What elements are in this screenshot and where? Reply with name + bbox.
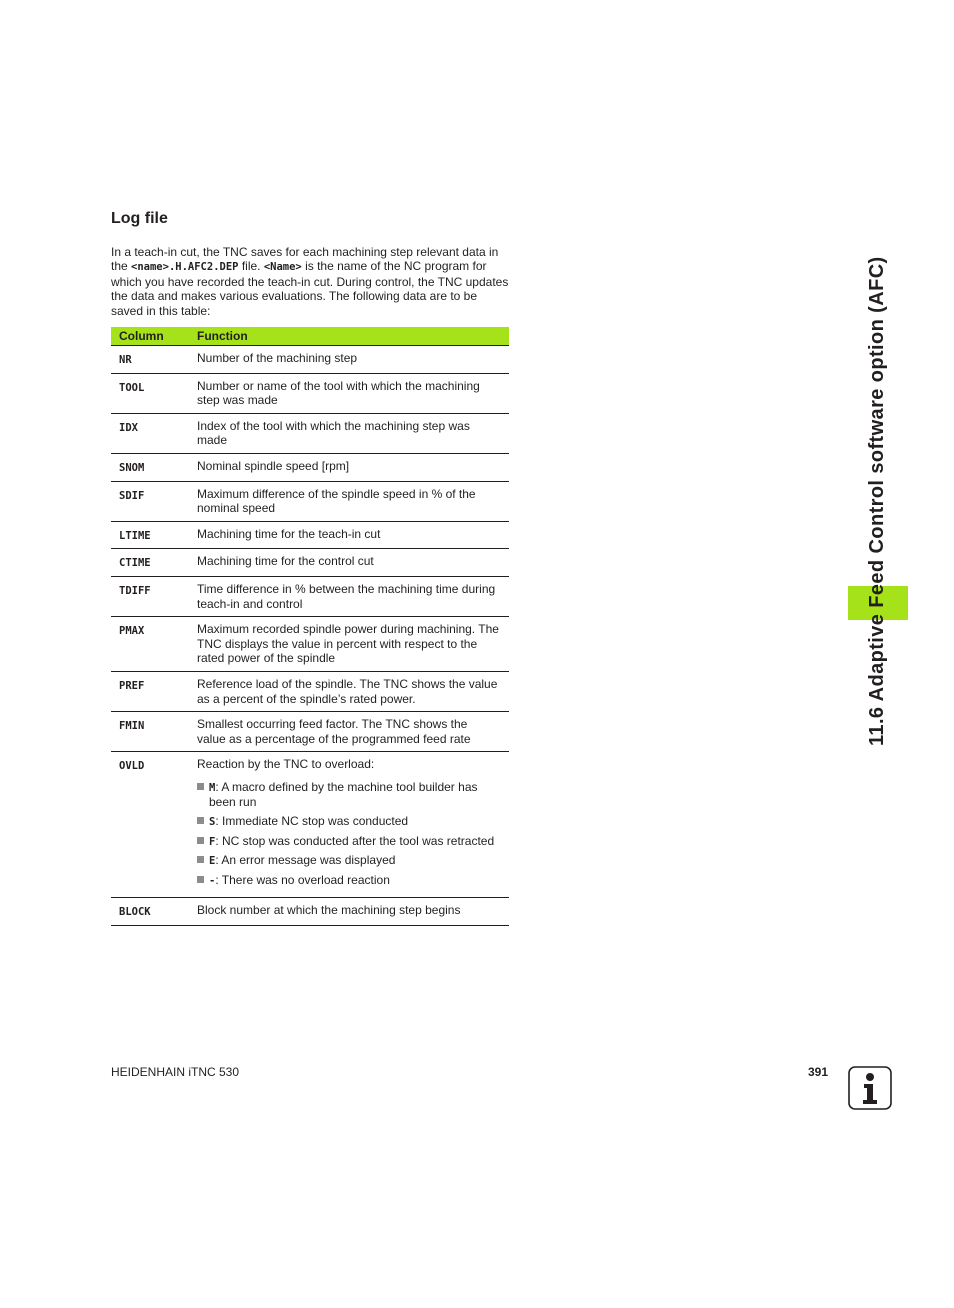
list-item [197,853,499,869]
table-row [111,671,509,711]
info-icon [848,1066,892,1110]
column-name: LTIME [111,521,189,549]
function-description: Number of the machining step [197,351,358,365]
square-bullet-icon [197,783,204,790]
function-cell [189,617,509,672]
function-description: Block number at which the machining step begins [197,903,461,918]
reaction-text: : Immediate NC stop was conducted [215,814,409,829]
function-description: Nominal spindle speed [rpm] [197,458,350,473]
reaction-code: - [209,874,216,887]
function-cell [189,453,509,481]
square-bullet-icon [197,876,204,883]
function-cell [189,576,509,616]
table-row [111,576,509,616]
list-item [197,873,499,889]
column-name: SNOM [111,453,189,481]
function-cell [189,898,509,926]
table-row [111,481,509,521]
function-cell [189,549,509,577]
table-row [111,413,509,453]
section-title: Log file [111,210,168,227]
header-function: Function [189,327,509,346]
reaction-code: M [209,781,216,794]
overload-reaction-list [197,780,499,889]
function-description: Time difference in % between the machining time during teach-in and control [197,581,496,611]
reaction-text: : There was no overload reaction [215,872,390,887]
function-cell [189,752,509,898]
list-item [197,814,499,830]
table-row [111,617,509,672]
square-bullet-icon [197,837,204,844]
intro-text: is the name of the NC program for which you have recorded the teach-in cut. During control, the TNC updates the data and makes various evaluations. The following data are to be saved in this table: [111,259,509,318]
function-cell [189,712,509,752]
function-cell [189,346,509,374]
function-description: Machining time for the teach-in cut [197,526,381,541]
table-row [111,898,509,926]
reaction-code: F [209,835,216,848]
square-bullet-icon [197,856,204,863]
function-cell [189,521,509,549]
function-cell [189,481,509,521]
table-row [111,521,509,549]
column-name: SDIF [111,481,189,521]
function-description: Maximum recorded spindle power during machining. The TNC displays the value in percent with respect to the rated power of the spindle [197,622,499,666]
intro-text: file. [238,259,264,274]
function-description: Index of the tool with which the machining step was made [197,418,470,448]
function-cell [189,671,509,711]
table-header-row [111,327,509,346]
intro-code: <name>.H.AFC2.DEP [131,261,239,274]
function-description: Maximum difference of the spindle speed in % of the nominal speed [197,486,476,516]
function-cell [189,373,509,413]
intro-code: <Name> [263,261,302,274]
function-description: Reaction by the TNC to overload: [197,757,375,772]
reaction-text: : A macro defined by the machine tool builder has been run [209,779,478,810]
page-number: 391 [808,1065,829,1079]
reaction-text: : NC stop was conducted after the tool was retracted [215,833,495,848]
column-name: PREF [111,671,189,711]
log-file-table [111,327,509,926]
table-row [111,549,509,577]
header-column: Column [111,327,189,346]
table-row [111,752,509,898]
table-row [111,712,509,752]
table-row [111,346,509,374]
column-name: PMAX [111,617,189,672]
function-description: Machining time for the control cut [197,554,374,569]
square-bullet-icon [197,817,204,824]
function-cell [189,413,509,453]
column-name: NR [111,346,189,374]
column-name: BLOCK [111,898,189,926]
table-row [111,453,509,481]
function-description: Number or name of the tool with which the machining step was made [197,378,480,408]
column-name: CTIME [111,549,189,577]
intro-paragraph [111,245,509,318]
function-description: Reference load of the spindle. The TNC shows the value as a percent of the spindle’s rated power. [197,676,498,706]
chapter-title: 11.6 Adaptive Feed Control software option (AFC) [866,256,888,746]
column-name: OVLD [111,752,189,898]
intro-text: In a teach-in cut, the TNC saves for each machining step relevant data in the [111,245,499,274]
reaction-text: : An error message was displayed [215,853,396,868]
reaction-code: E [209,855,216,868]
column-name: TOOL [111,373,189,413]
column-name: IDX [111,413,189,453]
footer-manual-title: HEIDENHAIN iTNC 530 [111,1065,240,1079]
function-description: Smallest occurring feed factor. The TNC shows the value as a percentage of the programmed feed rate [197,717,471,746]
list-item [197,780,499,810]
table-row [111,373,509,413]
list-item [197,834,499,850]
column-name: TDIFF [111,576,189,616]
reaction-code: S [209,816,216,829]
column-name: FMIN [111,712,189,752]
